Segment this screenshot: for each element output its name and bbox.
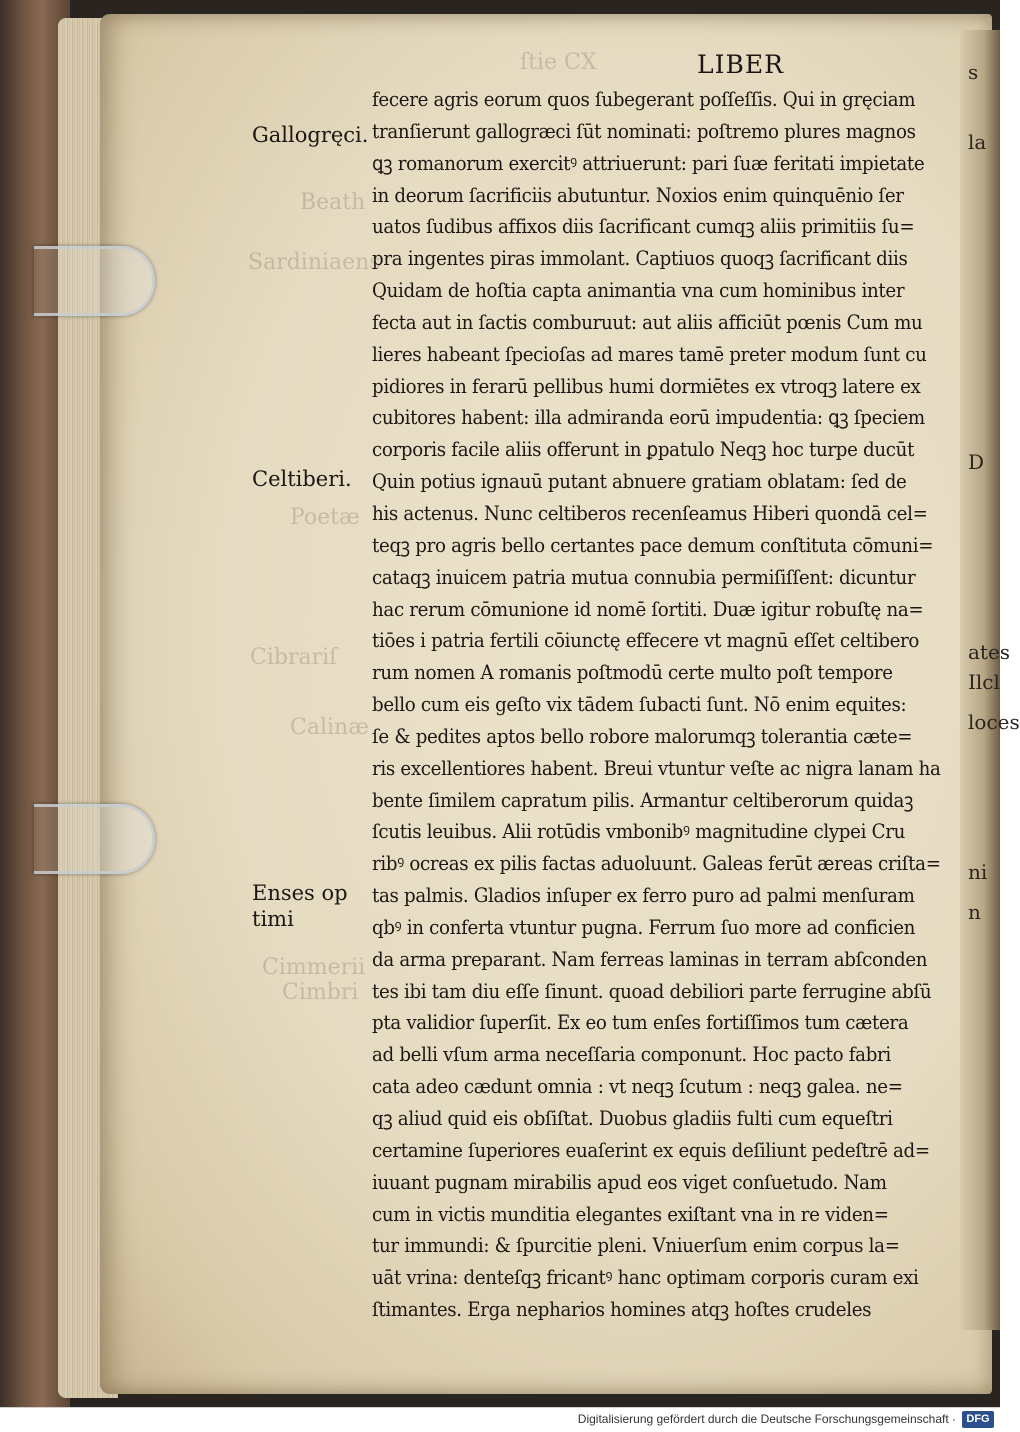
text-line: qbꝰ in conferta vtuntur pugna. Ferrum ſuo more ad conficien [372,915,916,939]
margin-note-enses-optimi [252,880,348,932]
text-line: his actenus. Nunc celtiberos recenſeamus Hiberi quondā cel= [372,501,928,525]
text-line: ꝗꝫ romanorum exercitꝰ attriuerunt: pari ſuæ feritati impietate [372,151,925,175]
text-line: cata adeo cædunt omnia : vt neqꝫ ſcutum : neqꝫ galea. ne= [372,1075,903,1099]
text-line: fecta aut in ſactis comburuut: aut aliis afficiūt pœnis Cum mu [372,310,923,334]
text-line: uatos ſudibus affixos diis ſacrificant cumqꝫ aliis primitiis ſu= [372,215,915,239]
text-line: tur immundi: & ſpurcitie pleni. Vniuerſum enim corpus la= [372,1234,900,1258]
text-line: ſe & pedites aptos bello robore malorumqꝫ tolerantia cæte= [372,724,913,748]
text-line: da arma preparant. Nam ferreas laminas in terram abſconden [372,947,928,971]
text-line: pidiores in ferarū pellibus humi dormiētes ex vtroqꝫ latere ex [372,374,921,398]
text-line: uāt vrina: denteſqꝫ fricantꝰ hanc optimam corporis curam exi [372,1266,919,1290]
bleed-through-text: Cimbri [282,980,359,1005]
dfg-logo: DFG [962,1411,994,1428]
text-line: pta validior ſuperſit. Ex eo tum enſes fortiſſimos tum cætera [372,1011,909,1035]
text-line: fecere agris eorum quos ſubegerant poſſeſſis. Qui in gręciam [372,88,916,111]
margin-note-line: timi [252,907,294,931]
facing-page-edge: s la D ates Ilcl loces ni n [960,30,1000,1330]
text-line: tas palmis. Gladios inſuper ex ferro puro ad palmi menſuram [372,884,915,908]
text-line: tes ibi tam diu eſſe ſinunt. quoad debiliori parte ferrugine abſū [372,979,932,1003]
text-line: teqꝫ pro agris bello certantes pace demum conſtituta cōmuni= [372,533,934,557]
footer-bar [0,1407,1000,1432]
page-clip [34,804,155,874]
text-line: corporis facile aliis offerunt in ꝑpatulo Neqꝫ hoc turpe ducūt [372,438,915,462]
text-line: tiōes i patria fertili cōiunctę effecere vt magnū eſſet celtibero [372,629,920,653]
margin-note-line: Enses op [252,881,348,905]
running-header: LIBER [697,50,784,79]
text-line: cubitores habent: illa admiranda eorū impudentia: ꝗꝫ ſpeciem [372,406,925,430]
text-line: qꝫ aliud quid eis obſiſtat. Duobus gladiis fulti cum equeſtri [372,1107,893,1130]
text-line: tranſierunt gallogræci ſūt nominati: poſtremo plures magnos [372,119,916,143]
text-line: bello cum eis geſto vix tādem ſubacti ſunt. Nō enim equites: [372,693,907,717]
main-text-block [372,84,942,1326]
text-line: cataqꝫ inuicem patria mutua connubia permiſiſſent: dicuntur [372,565,916,589]
bleed-through-text: Poetæ [290,505,360,530]
text-line: iuuant pugnam mirabilis apud eos viget conſuetudo. Nam [372,1170,887,1194]
bleed-through-text: Beath [300,190,366,215]
margin-note-gallogreci: Gallogręci. [252,123,369,147]
text-line: Quin potius ignauū putant abnuere gratiam oblatam: ſed de [372,470,907,494]
funding-credit: Digitalisierung gefördert durch die Deutsche Forschungsgemeinschaft · [577,1412,956,1426]
page-clip [34,246,155,316]
bleed-through-text: ſtie CX [520,50,597,75]
text-line: rum nomen A romanis poſtmodū certe multo poſt tempore [372,661,893,685]
text-line: bente ſimilem capratum pilis. Armantur celtiberorum quidaꝫ [372,788,914,812]
text-line: Quidam de hoſtia capta animantia vna cum hominibus inter [372,279,905,303]
text-line: cum in victis munditia elegantes exiſtant vna in re viden= [372,1202,889,1226]
text-line: ſcutis leuibus. Alii rotūdis vmbonibꝰ magnitudine clypei Cru [372,820,905,844]
text-line: certamine ſuperiores euaſerint ex equis deſiliunt pedeſtrē ad= [372,1138,930,1162]
bleed-through-text: Calinæ [290,715,369,740]
text-line: lieres habeant ſpecioſas ad mares tamē preter modum ſunt cu [372,342,927,366]
text-line: ad belli vſum arma neceſſaria componunt. Hoc pacto fabri [372,1043,891,1067]
text-line: ſtimantes. Erga nepharios homines atqꝫ hoſtes crudeles [372,1298,872,1322]
text-line: ris excellentiores habent. Breui vtuntur veſte ac nigra lanam ha [372,756,941,780]
text-line: in deorum ſacrificiis abutuntur. Noxios enim quinquēnio ſer [372,183,904,207]
text-line: pra ingentes piras immolant. Captiuos quoqꝫ ſacrificant diis [372,247,908,271]
bleed-through-text: Sardiniaens [248,250,381,275]
bleed-through-text: Cimmerii [262,955,366,980]
text-line: hac rerum cōmunione id nomē ſortiti. Duæ igitur robuſtę na= [372,597,924,621]
text-line: ribꝰ ocreas ex pilis factas aduoluunt. Galeas ferūt æreas criſta= [372,852,941,876]
margin-note-celtiberi: Celtiberi. [252,467,352,491]
bleed-through-text: Cibrariſ [250,645,338,670]
